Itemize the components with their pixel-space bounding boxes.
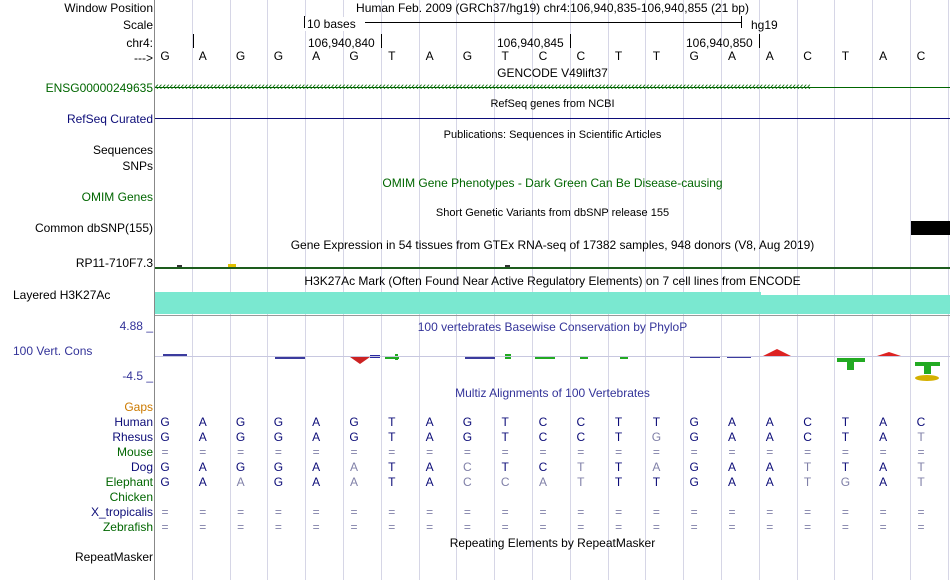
- scale-bar: [304, 22, 742, 23]
- phylop-track-label[interactable]: 100 Vert. Cons: [13, 344, 93, 358]
- ruler-coordinate-1: 106,940,840: [308, 36, 375, 50]
- reference-base: C: [803, 49, 812, 63]
- aligned-base: T: [917, 475, 925, 489]
- aligned-base: A: [198, 415, 207, 429]
- aligned-base: G: [462, 430, 473, 444]
- aligned-base: T: [614, 475, 623, 489]
- aligned-base: =: [539, 505, 547, 519]
- aligned-base: =: [690, 445, 698, 459]
- reference-base: A: [312, 49, 321, 63]
- phylop-glyph: [163, 349, 940, 381]
- aligned-base: G: [160, 460, 170, 474]
- aligned-base: =: [388, 445, 396, 459]
- gencode-track-label[interactable]: ENSG00000249635: [45, 81, 153, 95]
- aligned-base: C: [500, 475, 510, 489]
- aligned-base: T: [388, 460, 396, 474]
- aligned-base: A: [198, 430, 207, 444]
- aligned-base: G: [273, 460, 284, 474]
- reference-base: T: [841, 49, 850, 63]
- aligned-base: =: [501, 505, 509, 519]
- aligned-base: A: [349, 475, 358, 489]
- species-label-dog: Dog: [130, 460, 153, 474]
- aligned-base: A: [198, 460, 207, 474]
- reference-base: T: [501, 49, 509, 63]
- ruler-tick: [759, 34, 760, 48]
- aligned-base: =: [274, 505, 282, 519]
- aligned-base: T: [614, 460, 623, 474]
- aligned-base: =: [237, 445, 245, 459]
- aligned-base: =: [350, 520, 358, 534]
- aligned-base: =: [539, 520, 547, 534]
- aligned-base: A: [879, 430, 888, 444]
- aligned-base: C: [916, 415, 926, 429]
- aligned-base: A: [236, 475, 245, 489]
- aligned-base: T: [803, 460, 812, 474]
- species-label-x_tropicalis: X_tropicalis: [90, 505, 153, 519]
- aligned-base: C: [803, 415, 812, 429]
- aligned-base: =: [312, 505, 320, 519]
- gencode-track-title: GENCODE V49lift37: [497, 66, 608, 80]
- aligned-base: =: [388, 520, 396, 534]
- ruler-coordinate-3: 106,940,850: [686, 36, 753, 50]
- aligned-base: T: [841, 415, 850, 429]
- aligned-base: T: [917, 430, 925, 444]
- reference-base: C: [576, 49, 586, 63]
- reference-base: C: [916, 49, 926, 63]
- aligned-base: A: [312, 460, 321, 474]
- aligned-base: =: [199, 505, 207, 519]
- reference-base: T: [388, 49, 396, 63]
- reference-base: G: [462, 49, 473, 63]
- aligned-base: =: [728, 445, 736, 459]
- aligned-base: G: [235, 415, 246, 429]
- aligned-base: G: [840, 475, 851, 489]
- aligned-base: =: [766, 520, 774, 534]
- dbsnp-track-title: Short Genetic Variants from dbSNP release 155: [435, 207, 670, 219]
- phylop-max-label: 4.88 _: [119, 319, 153, 333]
- aligned-base: =: [199, 445, 207, 459]
- multiz-track-title: Multiz Alignments of 100 Vertebrates: [455, 386, 650, 400]
- aligned-base: A: [425, 475, 434, 489]
- aligned-base: =: [350, 445, 358, 459]
- aligned-base: T: [652, 475, 661, 489]
- aligned-base: =: [350, 505, 358, 519]
- scale-bar-size: 10 bases: [305, 17, 365, 31]
- aligned-base: G: [689, 430, 699, 444]
- aligned-base: =: [388, 505, 396, 519]
- ruler-tick: [193, 34, 194, 48]
- aligned-base: T: [841, 430, 850, 444]
- aligned-base: A: [312, 415, 321, 429]
- aligned-base: =: [690, 505, 698, 519]
- phylop-track-title: 100 vertebrates Basewise Conservation by PhyloP: [417, 320, 688, 334]
- aligned-base: =: [463, 445, 471, 459]
- aligned-base: =: [577, 445, 585, 459]
- ruler-tick: [570, 34, 571, 48]
- aligned-base: G: [273, 415, 284, 429]
- aligned-base: A: [765, 460, 774, 474]
- reference-base: A: [765, 49, 774, 63]
- h3k27ac-signal[interactable]: [761, 295, 950, 314]
- phylop-logo: [155, 336, 950, 386]
- aligned-base: =: [426, 505, 434, 519]
- h3k27ac-track-title: H3K27Ac Mark (Often Found Near Active Regulatory Elements) on 7 cell lines from ENCODE: [304, 274, 801, 288]
- scale-bar-right-tick: [741, 16, 742, 28]
- aligned-base: A: [652, 460, 661, 474]
- aligned-base: C: [803, 430, 812, 444]
- chrom-label: chr4:: [126, 36, 153, 50]
- aligned-base: =: [501, 445, 509, 459]
- aligned-base: A: [765, 415, 774, 429]
- aligned-base: A: [425, 415, 434, 429]
- aligned-base: =: [879, 445, 887, 459]
- reference-base: A: [198, 49, 207, 63]
- aligned-base: T: [388, 475, 396, 489]
- aligned-base: G: [273, 475, 284, 489]
- aligned-base: =: [615, 505, 623, 519]
- aligned-base: T: [388, 415, 396, 429]
- aligned-base: G: [160, 475, 170, 489]
- aligned-base: =: [917, 445, 925, 459]
- aligned-base: =: [539, 445, 547, 459]
- aligned-base: T: [652, 415, 661, 429]
- aligned-base: T: [917, 460, 925, 474]
- aligned-base: =: [879, 520, 887, 534]
- aligned-base: =: [841, 445, 849, 459]
- ruler-tick: [381, 34, 382, 48]
- aligned-base: A: [198, 475, 207, 489]
- aligned-base: G: [651, 430, 662, 444]
- aligned-base: G: [349, 415, 359, 429]
- assembly-position-text: Human Feb. 2009 (GRCh37/hg19) chr4:106,940,835-106,940,855 (21 bp): [356, 1, 749, 15]
- aligned-base: G: [273, 430, 284, 444]
- repeatmasker-track-title: Repeating Elements by RepeatMasker: [449, 536, 656, 550]
- aligned-base: C: [538, 430, 548, 444]
- aligned-base: T: [841, 460, 850, 474]
- aligned-base: C: [538, 460, 548, 474]
- ruler-coordinate-2: 106,940,845: [497, 36, 564, 50]
- aligned-base: T: [614, 430, 623, 444]
- aligned-base: =: [161, 520, 169, 534]
- aligned-base: =: [804, 505, 812, 519]
- aligned-base: T: [577, 475, 585, 489]
- reference-base: A: [425, 49, 434, 63]
- aligned-base: C: [576, 430, 586, 444]
- aligned-base: G: [689, 475, 699, 489]
- aligned-base: =: [766, 505, 774, 519]
- reference-base: G: [235, 49, 246, 63]
- reference-base: G: [273, 49, 284, 63]
- aligned-base: =: [615, 445, 623, 459]
- publications-snps-label[interactable]: SNPs: [122, 159, 153, 173]
- h3k27ac-track-label[interactable]: Layered H3K27Ac: [13, 288, 111, 302]
- gtex-track-title: Gene Expression in 54 tissues from GTEx RNA-seq of 17382 samples, 948 donors (V8, Aug 2019): [290, 238, 815, 252]
- aligned-base: =: [312, 520, 320, 534]
- aligned-base: A: [879, 475, 888, 489]
- aligned-base: T: [803, 475, 812, 489]
- gencode-strand-arrows: ‹‹‹‹‹‹‹‹‹‹‹‹‹‹‹‹‹‹‹‹‹‹‹‹‹‹‹‹‹‹‹‹‹‹‹‹‹‹‹‹‹‹‹‹‹‹‹‹‹‹‹‹‹‹‹‹‹‹‹‹‹‹‹‹‹‹‹‹‹‹‹‹‹‹‹‹‹‹‹‹‹‹‹‹‹‹‹‹‹‹‹‹‹‹‹‹‹‹‹‹‹‹‹‹‹‹‹‹‹‹‹‹‹‹‹‹‹‹‹‹‹‹‹‹‹‹‹‹‹‹‹‹‹‹‹‹‹‹‹‹‹‹‹‹‹‹‹‹‹‹‹‹‹‹‹‹‹‹‹‹‹‹‹‹‹‹‹‹‹‹‹‹‹‹‹‹‹‹‹: [155, 81, 811, 93]
- aligned-base: =: [161, 445, 169, 459]
- track-image-area[interactable]: [155, 0, 950, 580]
- gtex-baseline: [155, 267, 950, 269]
- species-label-elephant: Elephant: [105, 475, 153, 489]
- track-label-column: [0, 0, 155, 580]
- publications-track-title: Publications: Sequences in Scientific Articles: [443, 129, 662, 141]
- aligned-base: =: [274, 445, 282, 459]
- gtex-track-label[interactable]: RP11-710F7.3: [75, 256, 153, 270]
- aligned-base: =: [652, 520, 660, 534]
- aligned-base: =: [917, 520, 925, 534]
- window-position-label: Window Position: [64, 1, 153, 15]
- dbsnp-variant-block[interactable]: [911, 221, 950, 235]
- aligned-base: =: [615, 520, 623, 534]
- aligned-base: A: [879, 460, 888, 474]
- aligned-base: A: [727, 460, 736, 474]
- reference-base: G: [160, 49, 170, 63]
- aligned-base: A: [538, 475, 547, 489]
- repeatmasker-track-label[interactable]: RepeatMasker: [74, 550, 153, 564]
- reference-base: C: [538, 49, 548, 63]
- aligned-base: =: [841, 505, 849, 519]
- aligned-base: =: [577, 505, 585, 519]
- aligned-base: T: [577, 460, 585, 474]
- aligned-base: A: [312, 430, 321, 444]
- aligned-base: G: [462, 415, 473, 429]
- aligned-base: A: [879, 415, 888, 429]
- aligned-base: =: [237, 505, 245, 519]
- aligned-base: =: [841, 520, 849, 534]
- aligned-base: =: [804, 445, 812, 459]
- aligned-base: =: [161, 505, 169, 519]
- aligned-base: A: [425, 460, 434, 474]
- aligned-base: C: [463, 475, 472, 489]
- refseq-gene-line[interactable]: [155, 118, 950, 119]
- aligned-base: G: [235, 460, 246, 474]
- scale-assembly: hg19: [751, 18, 778, 32]
- aligned-base: =: [237, 520, 245, 534]
- h3k27ac-baseline: [155, 315, 950, 316]
- aligned-base: =: [274, 520, 282, 534]
- aligned-base: =: [652, 505, 660, 519]
- aligned-base: =: [312, 445, 320, 459]
- aligned-base: C: [538, 415, 548, 429]
- aligned-base: =: [426, 445, 434, 459]
- species-label-rhesus: Rhesus: [112, 430, 153, 444]
- aligned-base: C: [576, 415, 586, 429]
- aligned-base: T: [614, 415, 623, 429]
- species-label-chicken: Chicken: [109, 490, 153, 504]
- aligned-base: T: [388, 430, 396, 444]
- gaps-label: Gaps: [124, 400, 153, 414]
- aligned-base: A: [425, 430, 434, 444]
- aligned-base: G: [349, 430, 359, 444]
- aligned-base: =: [426, 520, 434, 534]
- aligned-base: =: [199, 520, 207, 534]
- publications-sequences-label[interactable]: Sequences: [92, 143, 153, 157]
- reference-base: T: [614, 49, 623, 63]
- phylop-min-label: -4.5 _: [122, 369, 153, 383]
- aligned-base: A: [349, 460, 358, 474]
- refseq-track-title: RefSeq genes from NCBI: [490, 98, 615, 110]
- refseq-track-label[interactable]: RefSeq Curated: [66, 112, 153, 126]
- aligned-base: T: [501, 460, 509, 474]
- aligned-base: =: [728, 505, 736, 519]
- aligned-base: =: [766, 445, 774, 459]
- dbsnp-track-label[interactable]: Common dbSNP(155): [34, 221, 153, 235]
- aligned-base: G: [160, 415, 170, 429]
- aligned-base: C: [463, 460, 472, 474]
- species-label-zebrafish: Zebrafish: [102, 520, 153, 534]
- aligned-base: =: [879, 505, 887, 519]
- aligned-base: A: [727, 415, 736, 429]
- species-label-mouse: Mouse: [116, 445, 153, 459]
- aligned-base: A: [727, 430, 736, 444]
- aligned-base: A: [765, 475, 774, 489]
- omim-track-title: OMIM Gene Phenotypes - Dark Green Can Be Disease-causing: [382, 176, 723, 190]
- omim-track-label[interactable]: OMIM Genes: [81, 190, 153, 204]
- aligned-base: G: [235, 430, 246, 444]
- aligned-base: T: [501, 415, 509, 429]
- aligned-base: =: [577, 520, 585, 534]
- aligned-base: =: [652, 445, 660, 459]
- aligned-base: G: [689, 460, 699, 474]
- reference-base: G: [349, 49, 359, 63]
- aligned-base: T: [501, 430, 509, 444]
- strand-arrow-label: --->: [134, 51, 153, 65]
- aligned-base: =: [690, 520, 698, 534]
- reference-base: G: [689, 49, 699, 63]
- aligned-base: G: [160, 430, 170, 444]
- reference-base: A: [879, 49, 888, 63]
- phylop-zero-line: [155, 356, 950, 357]
- aligned-base: =: [917, 505, 925, 519]
- aligned-base: A: [765, 430, 774, 444]
- reference-base: T: [652, 49, 661, 63]
- aligned-base: A: [727, 475, 736, 489]
- h3k27ac-signal[interactable]: [155, 292, 761, 314]
- aligned-base: =: [463, 505, 471, 519]
- aligned-base: =: [463, 520, 471, 534]
- aligned-base: G: [689, 415, 699, 429]
- aligned-base: =: [728, 520, 736, 534]
- scale-label: Scale: [122, 18, 153, 32]
- aligned-base: =: [804, 520, 812, 534]
- aligned-base: =: [501, 520, 509, 534]
- species-label-human: Human: [114, 415, 153, 429]
- reference-base: A: [727, 49, 736, 63]
- aligned-base: A: [312, 475, 321, 489]
